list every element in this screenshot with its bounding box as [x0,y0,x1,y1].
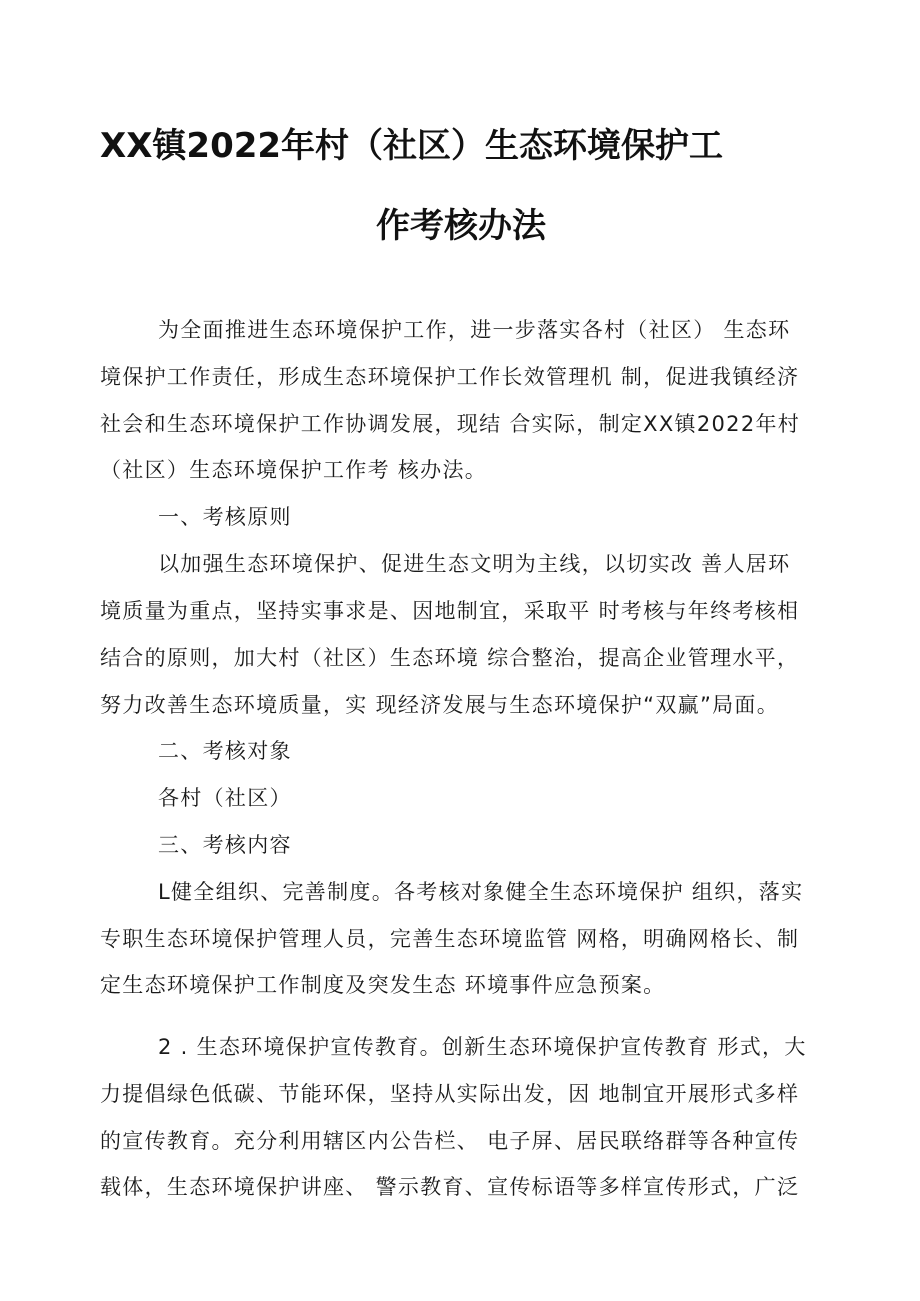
section-heading-content: 三、考核内容 [158,833,292,857]
paragraph-intro-line: 为全面推进生态环境保护工作，进一步落实各村（社区） 生态环 [158,318,791,342]
document-title-line-2: 作考核办法 [376,206,546,246]
paragraph-item2-line: 载体，生态环境保护讲座、 警示教育、宣传标语等多样宣传形式，广泛 [100,1175,800,1199]
paragraph-principles-line: 以加强生态环境保护、促进生态文明为主线，以切实改 善人居环 [158,552,791,576]
paragraph-intro-line: 境保护工作责任，形成生态环境保护工作长效管理机 制，促进我镇经济 [100,365,800,389]
paragraph-intro-line: （社区）生态环境保护工作考 核办法。 [100,458,488,482]
paragraph-item1-line: 专职生态环境保护管理人员，完善生态环境监管 网格，明确网格长、制 [100,927,800,951]
section-heading-objects: 二、考核对象 [158,739,292,763]
paragraph-principles-line: 努力改善生态环境质量，实 现经济发展与生态环境保护“双赢”局面。 [100,693,780,717]
paragraph-item1-line: 定生态环境保护工作制度及突发生态 环境事件应急预案。 [100,973,666,997]
paragraph-principles-line: 境质量为重点，坚持实事求是、因地制宜，采取平 时考核与年终考核相 [100,599,800,623]
paragraph-item2-line: 力提倡绿色低碳、节能环保，坚持从实际出发，因 地制宜开展形式多样 [100,1082,800,1106]
section-heading-principles: 一、考核原则 [158,505,292,529]
paragraph-principles-line: 结合的原则，加大村（社区）生态环境 综合整治，提高企业管理水平， [100,646,800,670]
document-title-line-1: XX镇2022年村（社区）生态环境保护工 [100,126,724,166]
paragraph-objects-line: 各村（社区） [158,786,292,810]
paragraph-item1-line: L健全组织、完善制度。各考核对象健全生态环境保护 组织，落实 [158,880,804,904]
paragraph-item2-line: 2 . 生态环境保护宣传教育。创新生态环境保护宣传教育 形式，大 [158,1035,807,1059]
paragraph-intro-line: 社会和生态环境保护工作协调发展，现结 合实际，制定XX镇2022年村 [100,412,801,436]
paragraph-item2-line: 的宣传教育。充分利用辖区内公告栏、 电子屏、居民联络群等各种宣传 [100,1129,800,1153]
